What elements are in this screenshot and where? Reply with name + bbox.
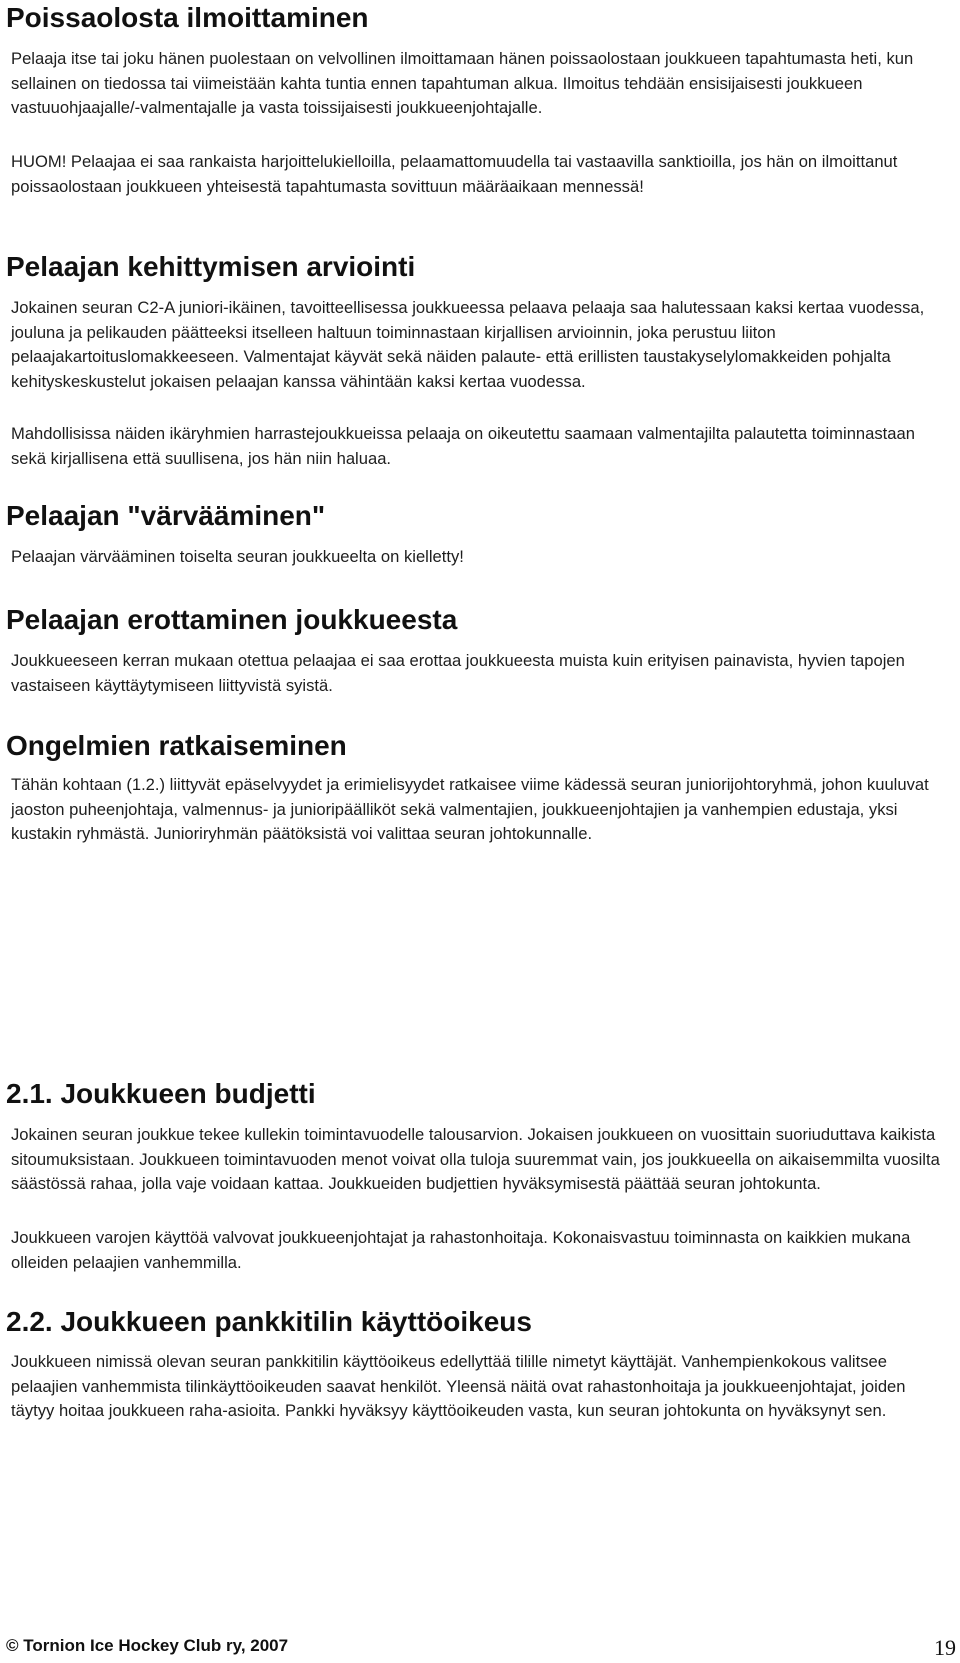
paragraph-player-recruiting: Pelaajan värvääminen toiselta seuran joukkueelta on kielletty! bbox=[11, 547, 464, 566]
paragraph-team-budget: Jokainen seuran joukkue tekee kullekin toimintavuodelle talousarvion. Jokaisen joukkueen on vuosittain suoriuduttava kaikista sitoumuksistaan. Joukkueen toimintavuoden menot voivat olla tuloja suuremmat vain, jos joukkueella on aikaisemmilta vuosilta säästössä rahaa, jolla vaje voidaan kattaa. Joukkueiden budjettien hyväksymisestä päättää seuran johtokunta. bbox=[11, 1125, 940, 1194]
heading-player-recruiting: Pelaajan "värvääminen" bbox=[6, 500, 326, 531]
heading-player-dismissal: Pelaajan erottaminen joukkueesta bbox=[6, 604, 458, 635]
heading-team-budget: 2.1. Joukkueen budjetti bbox=[6, 1078, 316, 1109]
paragraph-fund-supervision: Joukkueen varojen käyttöä valvovat joukkueenjohtajat ja rahastonhoitaja. Kokonaisvastuu toiminnasta on kaikkien mukana olleiden pelaajien vanhemmilla. bbox=[11, 1228, 911, 1272]
paragraph-player-evaluation: Jokainen seuran C2-A juniori-ikäinen, tavoitteellisessa joukkueessa pelaava pelaaja saa halutessaan kaksi kertaa vuodessa, jouluna ja pelikauden päätteeksi itselleen haltuun toiminnastaan kirjallisen arvioinnin, joka perustuu liiton pelaajakartoituslomakkeeseen. Valmentajat käyvät sekä näiden palaute- että erillisten taustakyselylomakkeiden pohjalta kehityskeskustelut jokaisen pelaajan kanssa vähintään kaksi kertaa vuodessa. bbox=[11, 298, 925, 391]
paragraph-player-dismissal: Joukkueeseen kerran mukaan otettua pelaajaa ei saa erottaa joukkueesta muista kuin erityisen painavista, hyvien tapojen vastaiseen käyttäytymiseen liittyvistä syistä. bbox=[11, 651, 905, 695]
paragraph-absence-notice: Pelaaja itse tai joku hänen puolestaan on velvollinen ilmoittamaan hänen poissaolostaan joukkueen tapahtumasta heti, kun sellainen on tiedossa tai viimeistään kahta tuntia ennen tapahtuman alkua. Ilmoitus tehdään ensisijaisesti joukkueen vastuuohjaajalle/-valmentajalle ja vasta toissijaisesti joukkueenjohtajalle. bbox=[11, 49, 914, 118]
page-number: 19 bbox=[934, 1635, 956, 1660]
heading-absence-notice: Poissaolosta ilmoittaminen bbox=[6, 2, 369, 33]
paragraph-absence-note: HUOM! Pelaajaa ei saa rankaista harjoittelukielloilla, pelaamattomuudella tai vastaavilla sanktioilla, jos hän on ilmoittanut poissaolostaan joukkueen yhteisestä tapahtumasta sovittuun määräaikaan mennessä! bbox=[11, 152, 898, 196]
paragraph-recreational-feedback: Mahdollisissa näiden ikäryhmien harrastejoukkueissa pelaaja on oikeutettu saamaan valmentajilta palautetta toiminnastaan sekä kirjallisena että suullisena, jos hän niin haluaa. bbox=[11, 424, 915, 468]
heading-player-evaluation: Pelaajan kehittymisen arviointi bbox=[6, 251, 416, 282]
footer-copyright: © Tornion Ice Hockey Club ry, 2007 bbox=[6, 1636, 289, 1655]
paragraph-problem-solving: Tähän kohtaan (1.2.) liittyvät epäselvyydet ja erimielisyydet ratkaisee viime kädessä seuran juniorijohtoryhmä, johon kuuluvat jaoston puheenjohtaja, valmennus- ja junioripäälliköt sekä valmentajien, joukkueenjohtajien ja vanhempien edustaja, yksi kustakin ryhmästä. Junioriryhmän päätöksistä voi valittaa seuran johtokunnalle. bbox=[11, 775, 929, 844]
heading-problem-solving: Ongelmien ratkaiseminen bbox=[6, 730, 347, 761]
heading-bank-account-access: 2.2. Joukkueen pankkitilin käyttöoikeus bbox=[6, 1306, 532, 1337]
paragraph-bank-account-access: Joukkueen nimissä olevan seuran pankkitilin käyttöoikeus edellyttää tilille nimetyt käyttäjät. Vanhempienkokous valitsee pelaajien vanhemmista tilinkäyttöoikeuden saavat henkilöt. Yleensä näitä ovat rahastonhoitaja ja joukkueenjohtajat, joiden täytyy hoitaa joukkueen raha-asioita. Pankki hyväksyy käyttöoikeuden vasta, kun seuran johtokunta on hyväksynyt sen. bbox=[11, 1352, 906, 1421]
